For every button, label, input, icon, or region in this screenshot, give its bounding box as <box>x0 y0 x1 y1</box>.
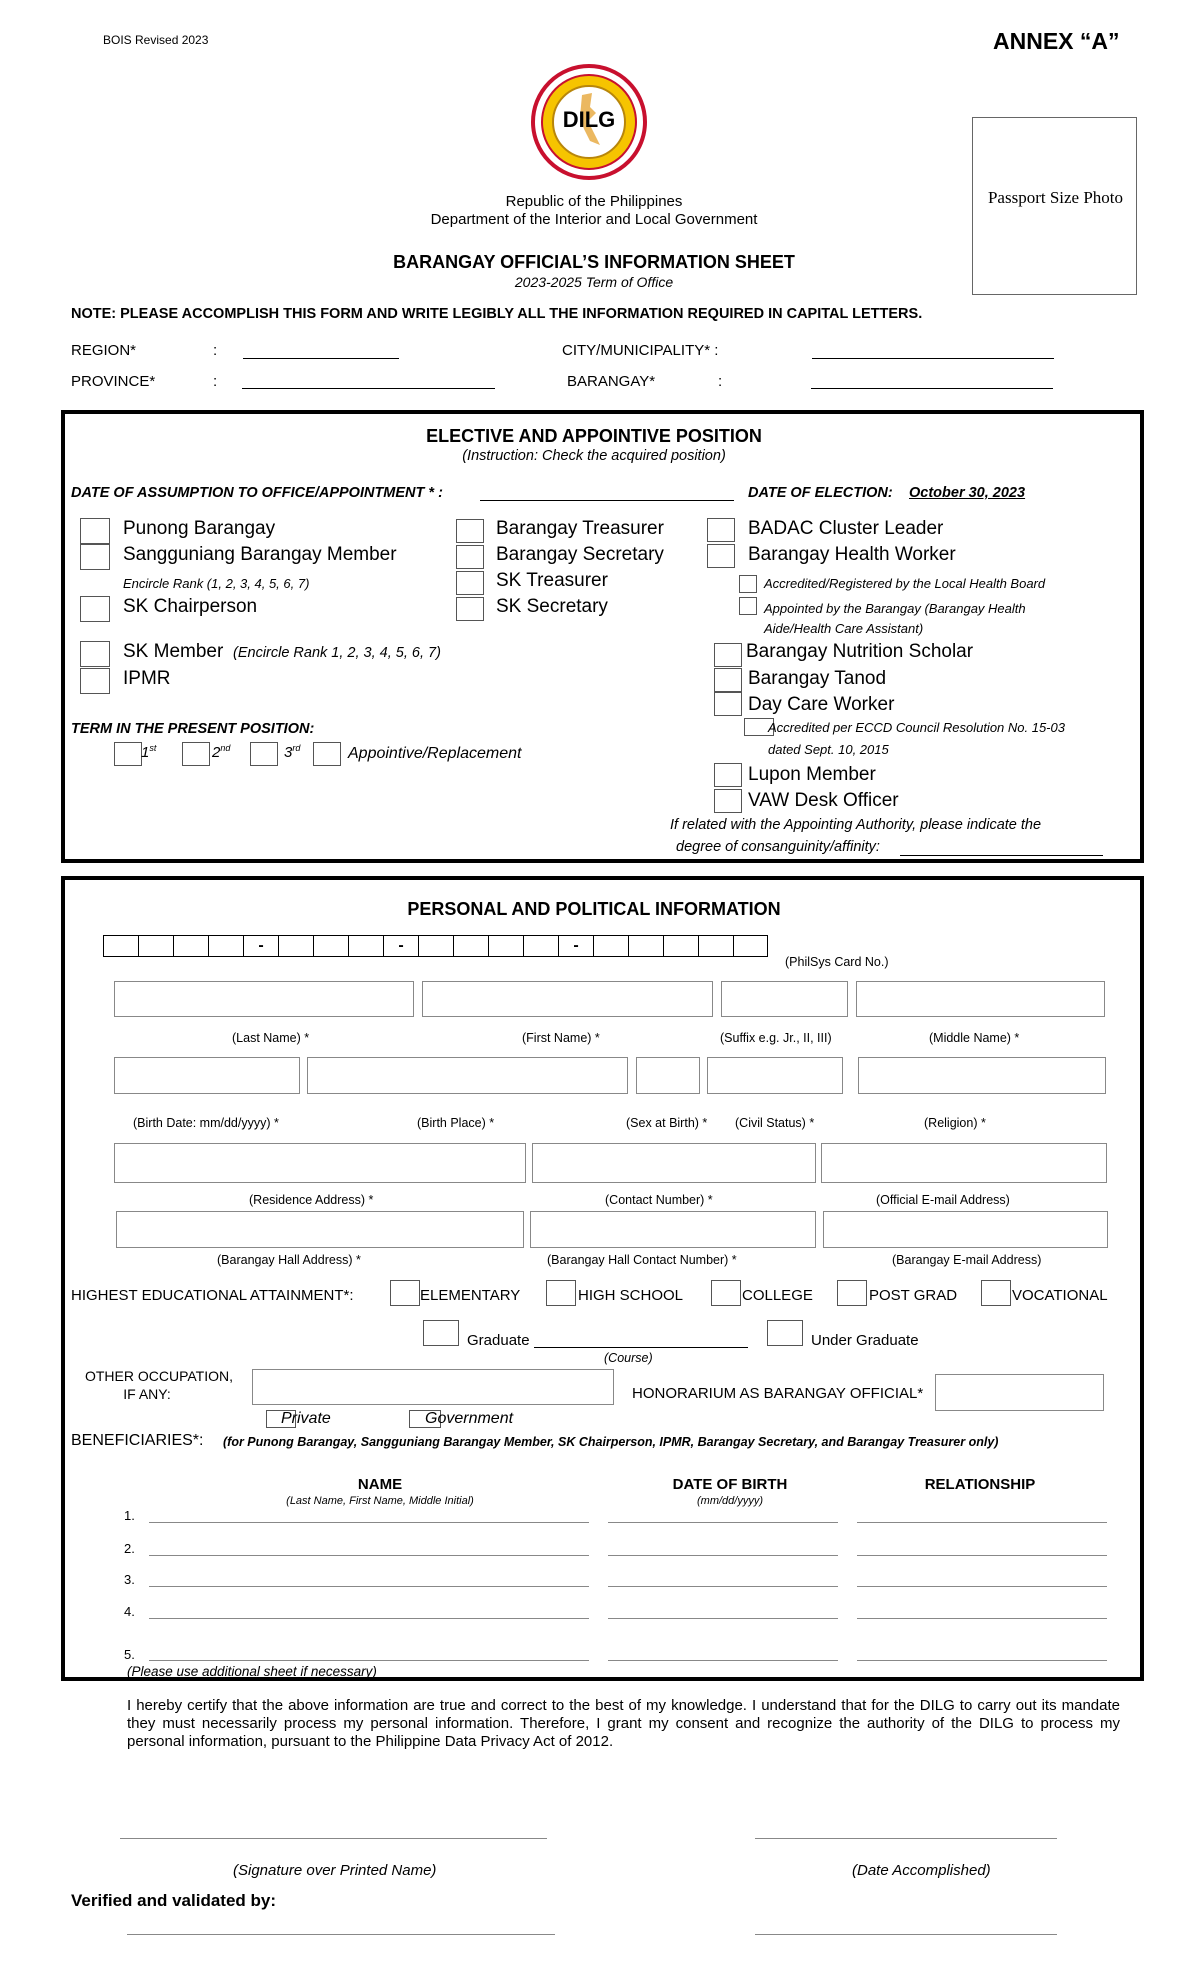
philsys-digit[interactable] <box>663 935 698 957</box>
city-label: CITY/MUNICIPALITY* : <box>562 342 719 359</box>
last-name-label: (Last Name) * <box>232 1031 310 1045</box>
row-number: 4. <box>124 1604 135 1619</box>
philsys-digit[interactable] <box>348 935 383 957</box>
colon: : <box>213 342 218 359</box>
sk-member-label: SK Member <box>123 641 224 662</box>
sk-chair-label: SK Chairperson <box>123 596 258 617</box>
honorarium-input[interactable] <box>935 1374 1104 1411</box>
post-grad-label: POST GRAD <box>869 1287 958 1304</box>
sk-chair-checkbox[interactable] <box>80 596 110 622</box>
email-input[interactable] <box>821 1143 1107 1183</box>
province-label: PROVINCE* <box>71 373 156 390</box>
philsys-digit[interactable] <box>453 935 488 957</box>
philsys-digit[interactable] <box>313 935 348 957</box>
bns-checkbox[interactable] <box>714 643 742 667</box>
beneficiary-relationship-input[interactable] <box>857 1522 1107 1523</box>
photo-label: Passport Size Photo <box>987 188 1124 207</box>
philsys-digit[interactable] <box>278 935 313 957</box>
lupon-checkbox[interactable] <box>714 763 742 787</box>
colon: : <box>213 373 218 390</box>
secretary-checkbox[interactable] <box>456 545 484 569</box>
philsys-digit[interactable] <box>138 935 173 957</box>
religion-label: (Religion) * <box>924 1116 986 1130</box>
certification-text: I hereby certify that the above information are true and correct to the best of my knowledge. I understand that for the DILG to carry out its mandate they must necessarily process my personal information. Therefore, I grant my consent and recognize the authority of the DILG to process my personal information, pursuant to the Philippine Data Privacy Act of 2012. <box>127 1697 1120 1750</box>
region-input[interactable] <box>243 358 399 359</box>
row-number: 5. <box>124 1647 135 1662</box>
day-care-checkbox[interactable] <box>714 692 742 716</box>
barangay-input[interactable] <box>811 388 1053 389</box>
positions-instruction: (Instruction: Check the acquired position) <box>462 448 726 464</box>
consanguinity-note: If related with the Appointing Authority, please indicate the <box>670 817 1042 833</box>
sex-label: (Sex at Birth) * <box>626 1116 708 1130</box>
philsys-digit[interactable] <box>173 935 208 957</box>
email-label: (Official E-mail Address) <box>876 1193 1010 1207</box>
brgy-email-label: (Barangay E-mail Address) <box>892 1253 1042 1267</box>
residence-label: (Residence Address) * <box>249 1193 374 1207</box>
date-accomplished-input[interactable] <box>755 1838 1057 1839</box>
positions-section <box>61 410 1144 863</box>
last-name-input[interactable] <box>114 981 414 1017</box>
contact-input[interactable] <box>532 1143 816 1183</box>
term-1st-label: 1st <box>141 743 157 761</box>
residence-input[interactable] <box>114 1143 526 1183</box>
dcw-accredited-label-2: dated Sept. 10, 2015 <box>768 742 889 757</box>
department-label: Department of the Interior and Local Government <box>430 211 758 228</box>
col-rel-header: RELATIONSHIP <box>924 1476 1036 1493</box>
bhw-accredited-checkbox[interactable] <box>739 575 757 593</box>
bns-label: Barangay Nutrition Scholar <box>746 641 974 662</box>
term-2nd-label: 2nd <box>212 743 231 761</box>
course-label: (Course) <box>604 1351 653 1365</box>
badac-label: BADAC Cluster Leader <box>748 518 944 539</box>
colon: : <box>718 373 723 390</box>
elementary-checkbox[interactable] <box>390 1280 420 1306</box>
high-school-checkbox[interactable] <box>546 1280 576 1306</box>
birth-place-label: (Birth Place) * <box>417 1116 495 1130</box>
philsys-digit[interactable] <box>733 935 767 957</box>
college-checkbox[interactable] <box>711 1280 741 1306</box>
beneficiary-dob-input[interactable] <box>608 1586 838 1587</box>
sb-member-label: Sangguniang Barangay Member <box>123 544 397 565</box>
philsys-digit[interactable] <box>593 935 628 957</box>
hall-contact-input[interactable] <box>530 1211 816 1248</box>
signature-label: (Signature over Printed Name) <box>233 1862 437 1879</box>
assumption-input[interactable] <box>480 500 734 501</box>
beneficiary-name-input[interactable] <box>149 1586 589 1587</box>
brgy-email-input[interactable] <box>823 1211 1108 1248</box>
sk-treasurer-label: SK Treasurer <box>496 570 608 591</box>
row-number: 3. <box>124 1572 135 1587</box>
consanguinity-input[interactable] <box>900 855 1103 856</box>
sb-member-checkbox[interactable] <box>80 544 110 570</box>
elementary-label: ELEMENTARY <box>420 1287 521 1304</box>
sk-secretary-label: SK Secretary <box>496 596 608 617</box>
beneficiary-relationship-input[interactable] <box>857 1586 1107 1587</box>
post-grad-checkbox[interactable] <box>837 1280 867 1306</box>
term-appointive-checkbox[interactable] <box>313 742 341 766</box>
ipmr-checkbox[interactable] <box>80 668 110 694</box>
birth-date-label: (Birth Date: mm/dd/yyyy) * <box>133 1116 279 1130</box>
treasurer-label: Barangay Treasurer <box>496 518 664 539</box>
lupon-label: Lupon Member <box>748 764 876 785</box>
verified-label: Verified and validated by: <box>71 1891 277 1910</box>
term-3rd-checkbox[interactable] <box>250 742 278 766</box>
vocational-label: VOCATIONAL <box>1012 1287 1108 1304</box>
other-occupation-label-2: IF ANY: <box>123 1386 171 1402</box>
tanod-label: Barangay Tanod <box>748 668 887 689</box>
other-occupation-label: OTHER OCCUPATION, <box>84 1368 234 1384</box>
philsys-digit[interactable] <box>523 935 558 957</box>
education-label: HIGHEST EDUCATIONAL ATTAINMENT*: <box>71 1287 354 1304</box>
election-date: October 30, 2023 <box>909 485 1026 501</box>
sk-secretary-checkbox[interactable] <box>456 597 484 621</box>
sk-treasurer-checkbox[interactable] <box>456 571 484 595</box>
hall-address-label: (Barangay Hall Address) * <box>217 1253 361 1267</box>
beneficiary-name-input[interactable] <box>149 1660 589 1661</box>
signature-input[interactable] <box>120 1838 547 1839</box>
undergraduate-label: Under Graduate <box>811 1332 919 1349</box>
philsys-dash: - <box>383 935 418 957</box>
tanod-checkbox[interactable] <box>714 668 742 692</box>
high-school-label: HIGH SCHOOL <box>578 1287 684 1304</box>
government-label: Government <box>425 1410 514 1427</box>
badac-checkbox[interactable] <box>707 518 735 542</box>
beneficiary-name-input[interactable] <box>149 1522 589 1523</box>
ipmr-label: IPMR <box>123 668 171 689</box>
revision-label: BOIS Revised 2023 <box>103 33 209 47</box>
dcw-accredited-label: Accredited per ECCD Council Resolution No. 15-03 <box>768 720 1065 735</box>
term-of-office: 2023-2025 Term of Office <box>514 274 674 290</box>
first-name-input[interactable] <box>422 981 713 1017</box>
term-1st-checkbox[interactable] <box>114 742 142 766</box>
hall-contact-label: (Barangay Hall Contact Number) * <box>547 1253 737 1267</box>
philsys-dash: - <box>558 935 593 957</box>
bhw-accredited-label: Accredited/Registered by the Local Health Board <box>764 576 1046 591</box>
verifier-signature-input[interactable] <box>127 1934 555 1935</box>
religion-input[interactable] <box>858 1057 1106 1094</box>
beneficiary-relationship-input[interactable] <box>857 1660 1107 1661</box>
consanguinity-label: degree of consanguinity/affinity: <box>676 839 880 855</box>
beneficiary-name-input[interactable] <box>149 1555 589 1556</box>
day-care-label: Day Care Worker <box>748 694 895 715</box>
course-input[interactable] <box>534 1347 748 1348</box>
col-name-sub: (Last Name, First Name, Middle Initial) <box>286 1495 474 1507</box>
birth-date-input[interactable] <box>114 1057 300 1094</box>
term-2nd-checkbox[interactable] <box>182 742 210 766</box>
beneficiary-dob-input[interactable] <box>608 1522 838 1523</box>
photo-box[interactable] <box>972 117 1137 295</box>
sk-member-checkbox[interactable] <box>80 641 110 667</box>
col-dob-sub: (mm/dd/yyyy) <box>697 1495 763 1507</box>
term-appointive-label: Appointive/Replacement <box>348 745 522 762</box>
honorarium-label: HONORARIUM AS BARANGAY OFFICIAL* <box>632 1385 924 1402</box>
note-text: NOTE: PLEASE ACCOMPLISH THIS FORM AND WRITE LEGIBLY ALL THE INFORMATION REQUIRED IN CAPITAL LETTERS. <box>71 306 923 322</box>
city-input[interactable] <box>812 358 1054 359</box>
philsys-digit[interactable] <box>208 935 243 957</box>
term-label: TERM IN THE PRESENT POSITION: <box>71 721 315 737</box>
election-label: DATE OF ELECTION: <box>748 485 893 501</box>
bhw-appointed-label-2: Aide/Health Care Assistant) <box>764 621 924 636</box>
contact-label: (Contact Number) * <box>605 1193 713 1207</box>
encircle-rank-note: Encircle Rank (1, 2, 3, 4, 5, 6, 7) <box>123 576 310 591</box>
beneficiaries-note: (for Punong Barangay, Sangguniang Barangay Member, SK Chairperson, IPMR, Barangay Secretary, and Barangay Treasurer only) <box>223 1435 999 1449</box>
middle-name-input[interactable] <box>856 981 1105 1017</box>
col-name-header: NAME <box>357 1476 403 1493</box>
bhw-appointed-label: Appointed by the Barangay (Barangay Health <box>764 601 1026 616</box>
page-title: BARANGAY OFFICIAL’S INFORMATION SHEET <box>393 252 795 272</box>
logo-text: DILG <box>562 107 616 132</box>
philsys-label: (PhilSys Card No.) <box>785 955 889 969</box>
row-number: 1. <box>124 1508 135 1523</box>
vocational-checkbox[interactable] <box>981 1280 1011 1306</box>
punong-barangay-label: Punong Barangay <box>123 518 276 539</box>
assumption-label: DATE OF ASSUMPTION TO OFFICE/APPOINTMENT * : <box>71 485 443 501</box>
province-input[interactable] <box>242 388 495 389</box>
birth-place-input[interactable] <box>307 1057 628 1094</box>
other-occupation-input[interactable] <box>252 1369 614 1405</box>
vaw-label: VAW Desk Officer <box>748 790 899 811</box>
secretary-label: Barangay Secretary <box>496 544 664 565</box>
beneficiary-dob-input[interactable] <box>608 1618 838 1619</box>
middle-name-label: (Middle Name) * <box>929 1031 1020 1045</box>
col-dob-header: DATE OF BIRTH <box>672 1476 788 1493</box>
region-label: REGION* <box>71 342 137 359</box>
punong-barangay-checkbox[interactable] <box>80 518 110 544</box>
row-number: 2. <box>124 1541 135 1556</box>
beneficiary-dob-input[interactable] <box>608 1660 838 1661</box>
date-accomplished-label: (Date Accomplished) <box>852 1862 991 1879</box>
undergraduate-checkbox[interactable] <box>767 1320 803 1346</box>
civil-status-label: (Civil Status) * <box>735 1116 815 1130</box>
positions-title: ELECTIVE AND APPOINTIVE POSITION <box>426 426 762 446</box>
beneficiaries-label: BENEFICIARIES*: <box>71 1432 204 1449</box>
bhw-label: Barangay Health Worker <box>748 544 956 565</box>
philsys-input[interactable] <box>103 935 768 957</box>
philsys-digit[interactable] <box>103 935 138 957</box>
barangay-label: BARANGAY* <box>567 373 656 390</box>
additional-sheet-note: (Please use additional sheet if necessary) <box>127 1664 377 1679</box>
republic-label: Republic of the Philippines <box>505 193 683 210</box>
first-name-label: (First Name) * <box>522 1031 600 1045</box>
philsys-digit[interactable] <box>698 935 733 957</box>
suffix-label: (Suffix e.g. Jr., II, III) <box>720 1031 832 1045</box>
philsys-digit[interactable] <box>418 935 453 957</box>
philsys-digit[interactable] <box>628 935 663 957</box>
treasurer-checkbox[interactable] <box>456 519 484 543</box>
suffix-input[interactable] <box>721 981 848 1017</box>
beneficiary-dob-input[interactable] <box>608 1555 838 1556</box>
beneficiary-name-input[interactable] <box>149 1618 589 1619</box>
beneficiary-relationship-input[interactable] <box>857 1618 1107 1619</box>
vaw-checkbox[interactable] <box>714 789 742 813</box>
bhw-checkbox[interactable] <box>707 544 735 568</box>
sk-encircle-note: (Encircle Rank 1, 2, 3, 4, 5, 6, 7) <box>233 645 441 661</box>
philsys-dash: - <box>243 935 278 957</box>
graduate-label: Graduate <box>467 1332 530 1349</box>
beneficiary-relationship-input[interactable] <box>857 1555 1107 1556</box>
hall-address-input[interactable] <box>116 1211 524 1248</box>
annex-label: ANNEX “A” <box>993 28 1120 54</box>
personal-title: PERSONAL AND POLITICAL INFORMATION <box>407 899 781 919</box>
sex-input[interactable] <box>636 1057 700 1094</box>
philsys-digit[interactable] <box>488 935 523 957</box>
private-label: Private <box>281 1410 331 1427</box>
term-3rd-label: 3rd <box>284 743 301 761</box>
bhw-appointed-checkbox[interactable] <box>739 597 757 615</box>
college-label: COLLEGE <box>742 1287 813 1304</box>
dilg-logo <box>530 63 648 181</box>
graduate-checkbox[interactable] <box>423 1320 459 1346</box>
civil-status-input[interactable] <box>707 1057 843 1094</box>
verifier-date-input[interactable] <box>755 1934 1057 1935</box>
